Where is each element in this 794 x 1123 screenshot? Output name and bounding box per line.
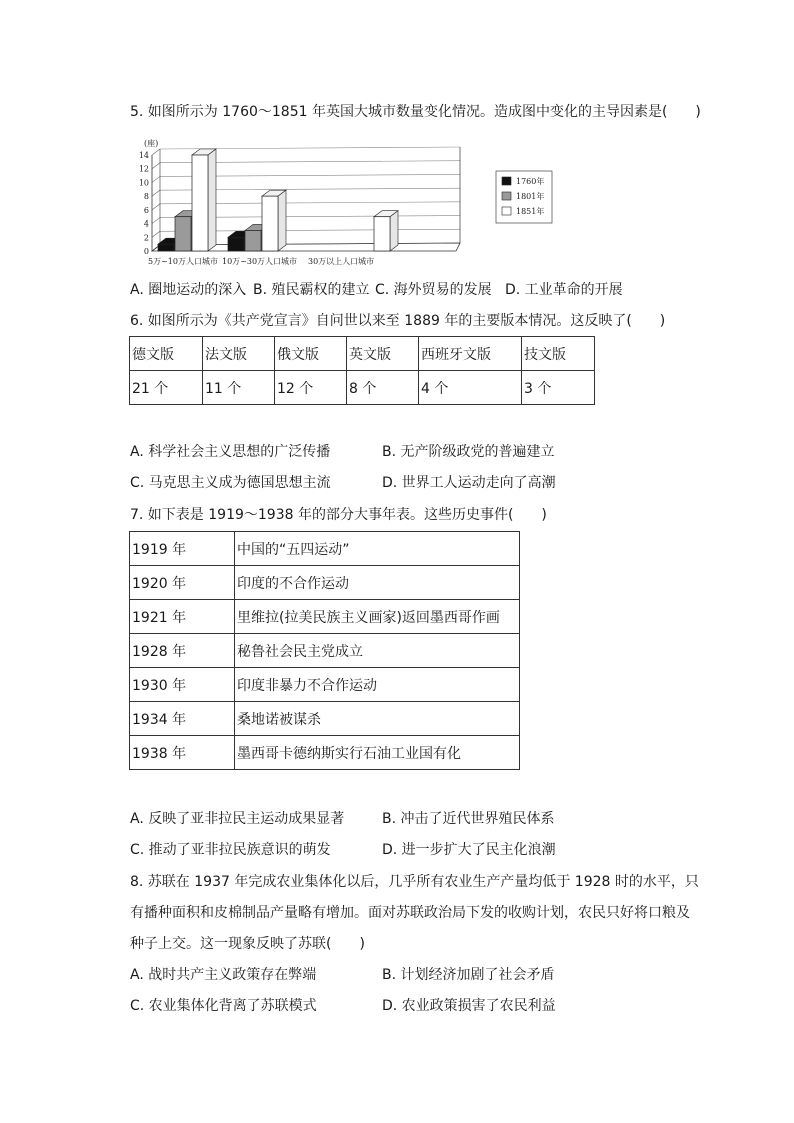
table-row: [130, 736, 520, 770]
q7-events-table: [129, 531, 520, 770]
q6-option-b[interactable]: B. 无产阶级政党的普遍建立: [382, 444, 555, 460]
year-cell: 1921 年: [130, 600, 235, 634]
legend-label: 1801年: [516, 192, 545, 201]
year-cell: 1920 年: [130, 566, 235, 600]
year-cell: 1919 年: [130, 532, 235, 566]
gridline: [152, 231, 160, 237]
table-header-cell: 西班牙文版: [419, 337, 522, 371]
table-header-cell: 英文版: [347, 337, 419, 371]
q5-option-a[interactable]: A. 圈地运动的深入: [130, 282, 247, 298]
table-header-cell: 俄文版: [275, 337, 347, 371]
q8-option-a[interactable]: A. 战时共产主义政策存在弊端: [130, 967, 317, 983]
table-row: [130, 702, 520, 736]
legend-swatch: [502, 207, 511, 215]
table-row: [130, 600, 520, 634]
q5-option-d[interactable]: D. 工业革命的开展: [505, 282, 623, 298]
legend-swatch: [502, 192, 511, 200]
year-cell: 1930 年: [130, 668, 235, 702]
q7-stem: 7. 如下表是 1919～1938 年的部分大事年表。这些历史事件( ): [130, 507, 547, 523]
bar-1760-cat2: [228, 237, 244, 251]
event-cell: 桑地诺被谋杀: [235, 702, 520, 736]
year-cell: 1934 年: [130, 702, 235, 736]
table-cell: 8 个: [347, 371, 419, 405]
y-tick-label: 8: [143, 192, 149, 202]
table-header-cell: 法文版: [203, 337, 275, 371]
table-header-cell: 德文版: [130, 337, 203, 371]
gridline: [152, 149, 160, 155]
event-cell: 印度的不合作运动: [235, 566, 520, 600]
y-tick-label: 4: [143, 219, 149, 229]
bar-1801-cat1: [175, 217, 191, 251]
table-row: [130, 371, 595, 405]
bar-1851-cat1: [192, 155, 208, 251]
q6-stem: 6. 如图所示为《共产党宣言》自问世以来至 1889 年的主要版本情况。这反映了( ): [130, 313, 666, 329]
event-cell: 印度非暴力不合作运动: [235, 668, 520, 702]
event-cell: 秘鲁社会民主党成立: [235, 634, 520, 668]
y-tick-label: 10: [138, 178, 149, 188]
table-row: [130, 668, 520, 702]
q8-stem-line-3: 种子上交。这一现象反映了苏联( ): [130, 936, 365, 952]
q8-option-d[interactable]: D. 农业政策损害了农民利益: [382, 998, 556, 1014]
q8-stem-line-2: 有播种面积和皮棉制品产量略有增加。面对苏联政治局下发的收购计划，农民只好将口粮及: [130, 905, 690, 921]
table-header-cell: 技文版: [522, 337, 595, 371]
table-cell: 3 个: [522, 371, 595, 405]
q5-stem: 5. 如图所示为 1760～1851 年英国大城市数量变化情况。造成图中变化的主导因素是( ): [130, 104, 701, 120]
x-tick-label: 10万~30万人口城市: [222, 257, 298, 266]
q8-stem-line-1: 8. 苏联在 1937 年完成农业集体化以后，几乎所有农业生产产量均低于 1928 时的水平，只: [130, 874, 699, 890]
q7-option-d[interactable]: D. 进一步扩大了民主化浪潮: [382, 842, 556, 858]
table-row: [130, 566, 520, 600]
y-tick-label: 14: [138, 151, 149, 160]
bar-1851-cat2-side: [278, 190, 286, 251]
q6-option-c[interactable]: C. 马克思主义成为德国思想主流: [130, 475, 331, 491]
legend-swatch: [502, 177, 511, 185]
bar-1760-cat1: [158, 244, 174, 251]
q8-option-b[interactable]: B. 计划经济加剧了社会矛盾: [382, 967, 555, 983]
table-cell: 12 个: [275, 371, 347, 405]
q7-option-c[interactable]: C. 推动了亚非拉民族意识的萌发: [130, 842, 331, 858]
y-tick-label: 12: [138, 164, 149, 174]
bar-1851-cat2: [262, 196, 278, 251]
gridline: [152, 190, 160, 196]
bar-1801-cat2: [245, 230, 261, 251]
legend-label: 1760年: [516, 177, 545, 186]
y-tick-label: 0: [143, 247, 149, 256]
gridline: [152, 176, 160, 182]
event-cell: 墨西哥卡德纳斯实行石油工业国有化: [235, 736, 520, 770]
gridline: [160, 147, 460, 149]
table-cell: 4 个: [419, 371, 522, 405]
q5-option-c[interactable]: C. 海外贸易的发展: [375, 282, 492, 298]
gridline: [152, 163, 160, 169]
table-cell: 21 个: [130, 371, 203, 405]
y-axis-label: (座): [144, 139, 159, 148]
event-cell: 中国的“五四运动”: [235, 532, 520, 566]
table-header-row: [130, 337, 595, 371]
q6-editions-table: [129, 336, 595, 405]
bar-1851-cat3-side: [390, 211, 398, 251]
q6-option-d[interactable]: D. 世界工人运动走向了高潮: [382, 475, 556, 491]
q7-option-b[interactable]: B. 冲击了近代世界殖民体系: [382, 811, 555, 827]
event-cell: 里维拉(拉美民族主义画家)返回墨西哥作画: [235, 600, 520, 634]
table-row: [130, 634, 520, 668]
year-cell: 1928 年: [130, 634, 235, 668]
gridline: [152, 204, 160, 210]
q6-option-a[interactable]: A. 科学社会主义思想的广泛传播: [130, 444, 331, 460]
x-tick-label: 5万~10万人口城市: [148, 257, 218, 266]
q8-option-c[interactable]: C. 农业集体化背离了苏联模式: [130, 998, 317, 1014]
year-cell: 1938 年: [130, 736, 235, 770]
gridline: [152, 218, 160, 224]
y-tick-label: 2: [143, 233, 149, 243]
table-cell: 11 个: [203, 371, 275, 405]
legend-label: 1851年: [516, 207, 545, 216]
x-tick-label: 30万以上人口城市: [308, 257, 375, 266]
table-row: [130, 532, 520, 566]
q7-option-a[interactable]: A. 反映了亚非拉民主运动成果显著: [130, 811, 345, 827]
q5-option-b[interactable]: B. 殖民霸权的建立: [253, 282, 370, 298]
bar-1851-cat3: [374, 217, 390, 251]
bar-1851-cat1-side: [208, 149, 216, 251]
y-tick-label: 6: [143, 205, 149, 215]
city-count-bar-chart: [130, 133, 570, 273]
